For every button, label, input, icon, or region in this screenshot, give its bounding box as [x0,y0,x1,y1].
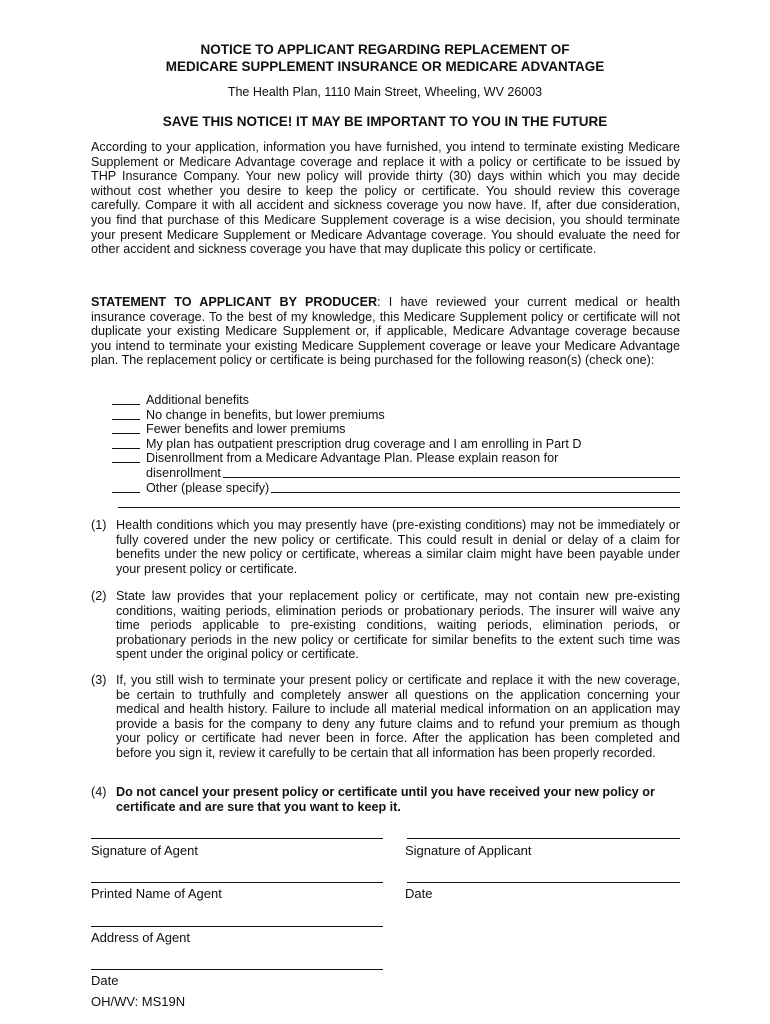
item-text: Health conditions which you may presently have (pre-existing conditions) may not be immediately or fully covered under the new policy or certificate. This could result in denial or delay of a claim for benefits under the new policy or certificate, whereas a similar claim might have been payable under your present policy or certificate. [116,518,680,576]
checkbox-blank[interactable] [112,451,140,463]
disenrollment-label: disenrollment [146,465,221,480]
item-number: (2) [91,589,107,603]
checkbox-blank[interactable] [112,437,140,449]
item-number: (4) [91,785,107,799]
reasons-list [112,393,680,508]
reason-label: Additional benefits [146,393,249,407]
agent-printed-name-label: Printed Name of Agent [91,886,222,901]
checkbox-blank[interactable] [112,393,140,405]
date-label-right: Date [405,886,433,901]
disenrollment-row [112,466,680,481]
reason-label: Disenrollment from a Medicare Advantage Plan. Please explain reason for [146,451,559,466]
reason-option [112,451,680,466]
checkbox-blank[interactable] [112,422,140,434]
agent-address-line[interactable] [91,926,383,927]
numbered-item-2 [91,589,680,662]
reason-option [112,437,680,452]
company-address: The Health Plan, 1110 Main Street, Wheeling, WV 26003 [227,85,543,99]
checkbox-blank[interactable] [112,481,140,493]
reason-label: No change in benefits, but lower premiums [146,407,385,422]
statement-text: : I have reviewed your current medical or health insurance coverage. To the best of my knowledge, this Medicare Supplement policy or certificate will not duplicate your existing Medicare Supplement or, if applicable, Medicare Advantage coverage because you intend to terminate your existing Medicare Supplement coverage or leave your Medicare Advantage plan. The replacement policy or certificate is being purchased for the following reason(s) (check one): [91,295,680,368]
reason-option [112,408,680,423]
numbered-item-3 [91,673,680,761]
save-notice-heading: SAVE THIS NOTICE! IT MAY BE IMPORTANT TO YOU IN THE FUTURE [162,114,608,129]
reason-option [112,393,680,408]
other-label: Other (please specify) [146,480,270,495]
numbered-item-1 [91,518,680,576]
applicant-signature-label: Signature of Applicant [405,843,532,858]
checkbox-blank[interactable] [112,408,140,420]
item-text: State law provides that your replacement policy or certificate, may not contain new pre-existing conditions, waiting periods, elimination periods or probationary periods. The insurer will waive any time periods applicable to pre-existing conditions, waiting periods, elimination periods, or probationary periods in the new policy or certificate for similar benefits to the extent such time was spent under the original policy or certificate. [116,589,680,662]
producer-statement [91,295,680,368]
title-line-2: MEDICARE SUPPLEMENT INSURANCE OR MEDICARE ADVANTAGE [165,59,605,74]
agent-address-label: Address of Agent [91,930,191,945]
date-label-left: Date [91,973,119,988]
item-number: (3) [91,673,107,687]
agent-signature-label: Signature of Agent [91,843,198,858]
numbered-item-4 [91,785,680,814]
date-line-right[interactable] [407,882,680,883]
disenrollment-reason-field[interactable] [223,466,680,478]
item-number: (1) [91,518,107,532]
item-text: If, you still wish to terminate your present policy or certificate and replace it with the new coverage, be certain to truthfully and completely answer all questions on the application concerning your medical and health history. Failure to include all material medical information on an application may provide a basis for the company to deny any future claims and to refund your premium as though your policy or certificate had never been in force. After the application has been completed and before you sign it, review it carefully to be certain that all information has been properly recorded. [116,673,680,760]
reason-option [112,422,680,437]
reason-option [112,481,680,496]
statement-label: STATEMENT TO APPLICANT BY PRODUCER [91,295,378,309]
other-specify-field[interactable] [271,481,680,493]
agent-printed-name-line[interactable] [91,882,383,883]
form-code: OH/WV: MS19N [91,994,186,1009]
intro-paragraph: According to your application, information you have furnished, you intend to terminate existing Medicare Supplement or Medicare Advantage coverage and replace it with a policy or certificate to be issued by THP Insurance Company. Your new policy will provide thirty (30) days within which you may decide without cost whether you desire to keep the policy or certificate. You should review this coverage carefully. Compare it with all accident and sickness coverage you now have. If, after due consideration, you find that purchase of this Medicare Supplement coverage is a wise decision, you should terminate your present Medicare Supplement or Medicare Advantage coverage. You should evaluate the need for other accident and sickness coverage you have that may duplicate this policy or certificate. [91,140,680,257]
date-line-left[interactable] [91,969,383,970]
other-specify-line[interactable] [118,495,680,508]
title-line-1: NOTICE TO APPLICANT REGARDING REPLACEMENT OF [200,42,570,57]
reason-label: Fewer benefits and lower premiums [146,422,346,437]
reason-label: My plan has outpatient prescription drug coverage and I am enrolling in Part D [146,436,582,451]
item-text: Do not cancel your present policy or certificate until you have received your new policy or certificate and are sure that you want to keep it. [116,785,655,814]
applicant-signature-line[interactable] [407,838,680,839]
agent-signature-line[interactable] [91,838,383,839]
